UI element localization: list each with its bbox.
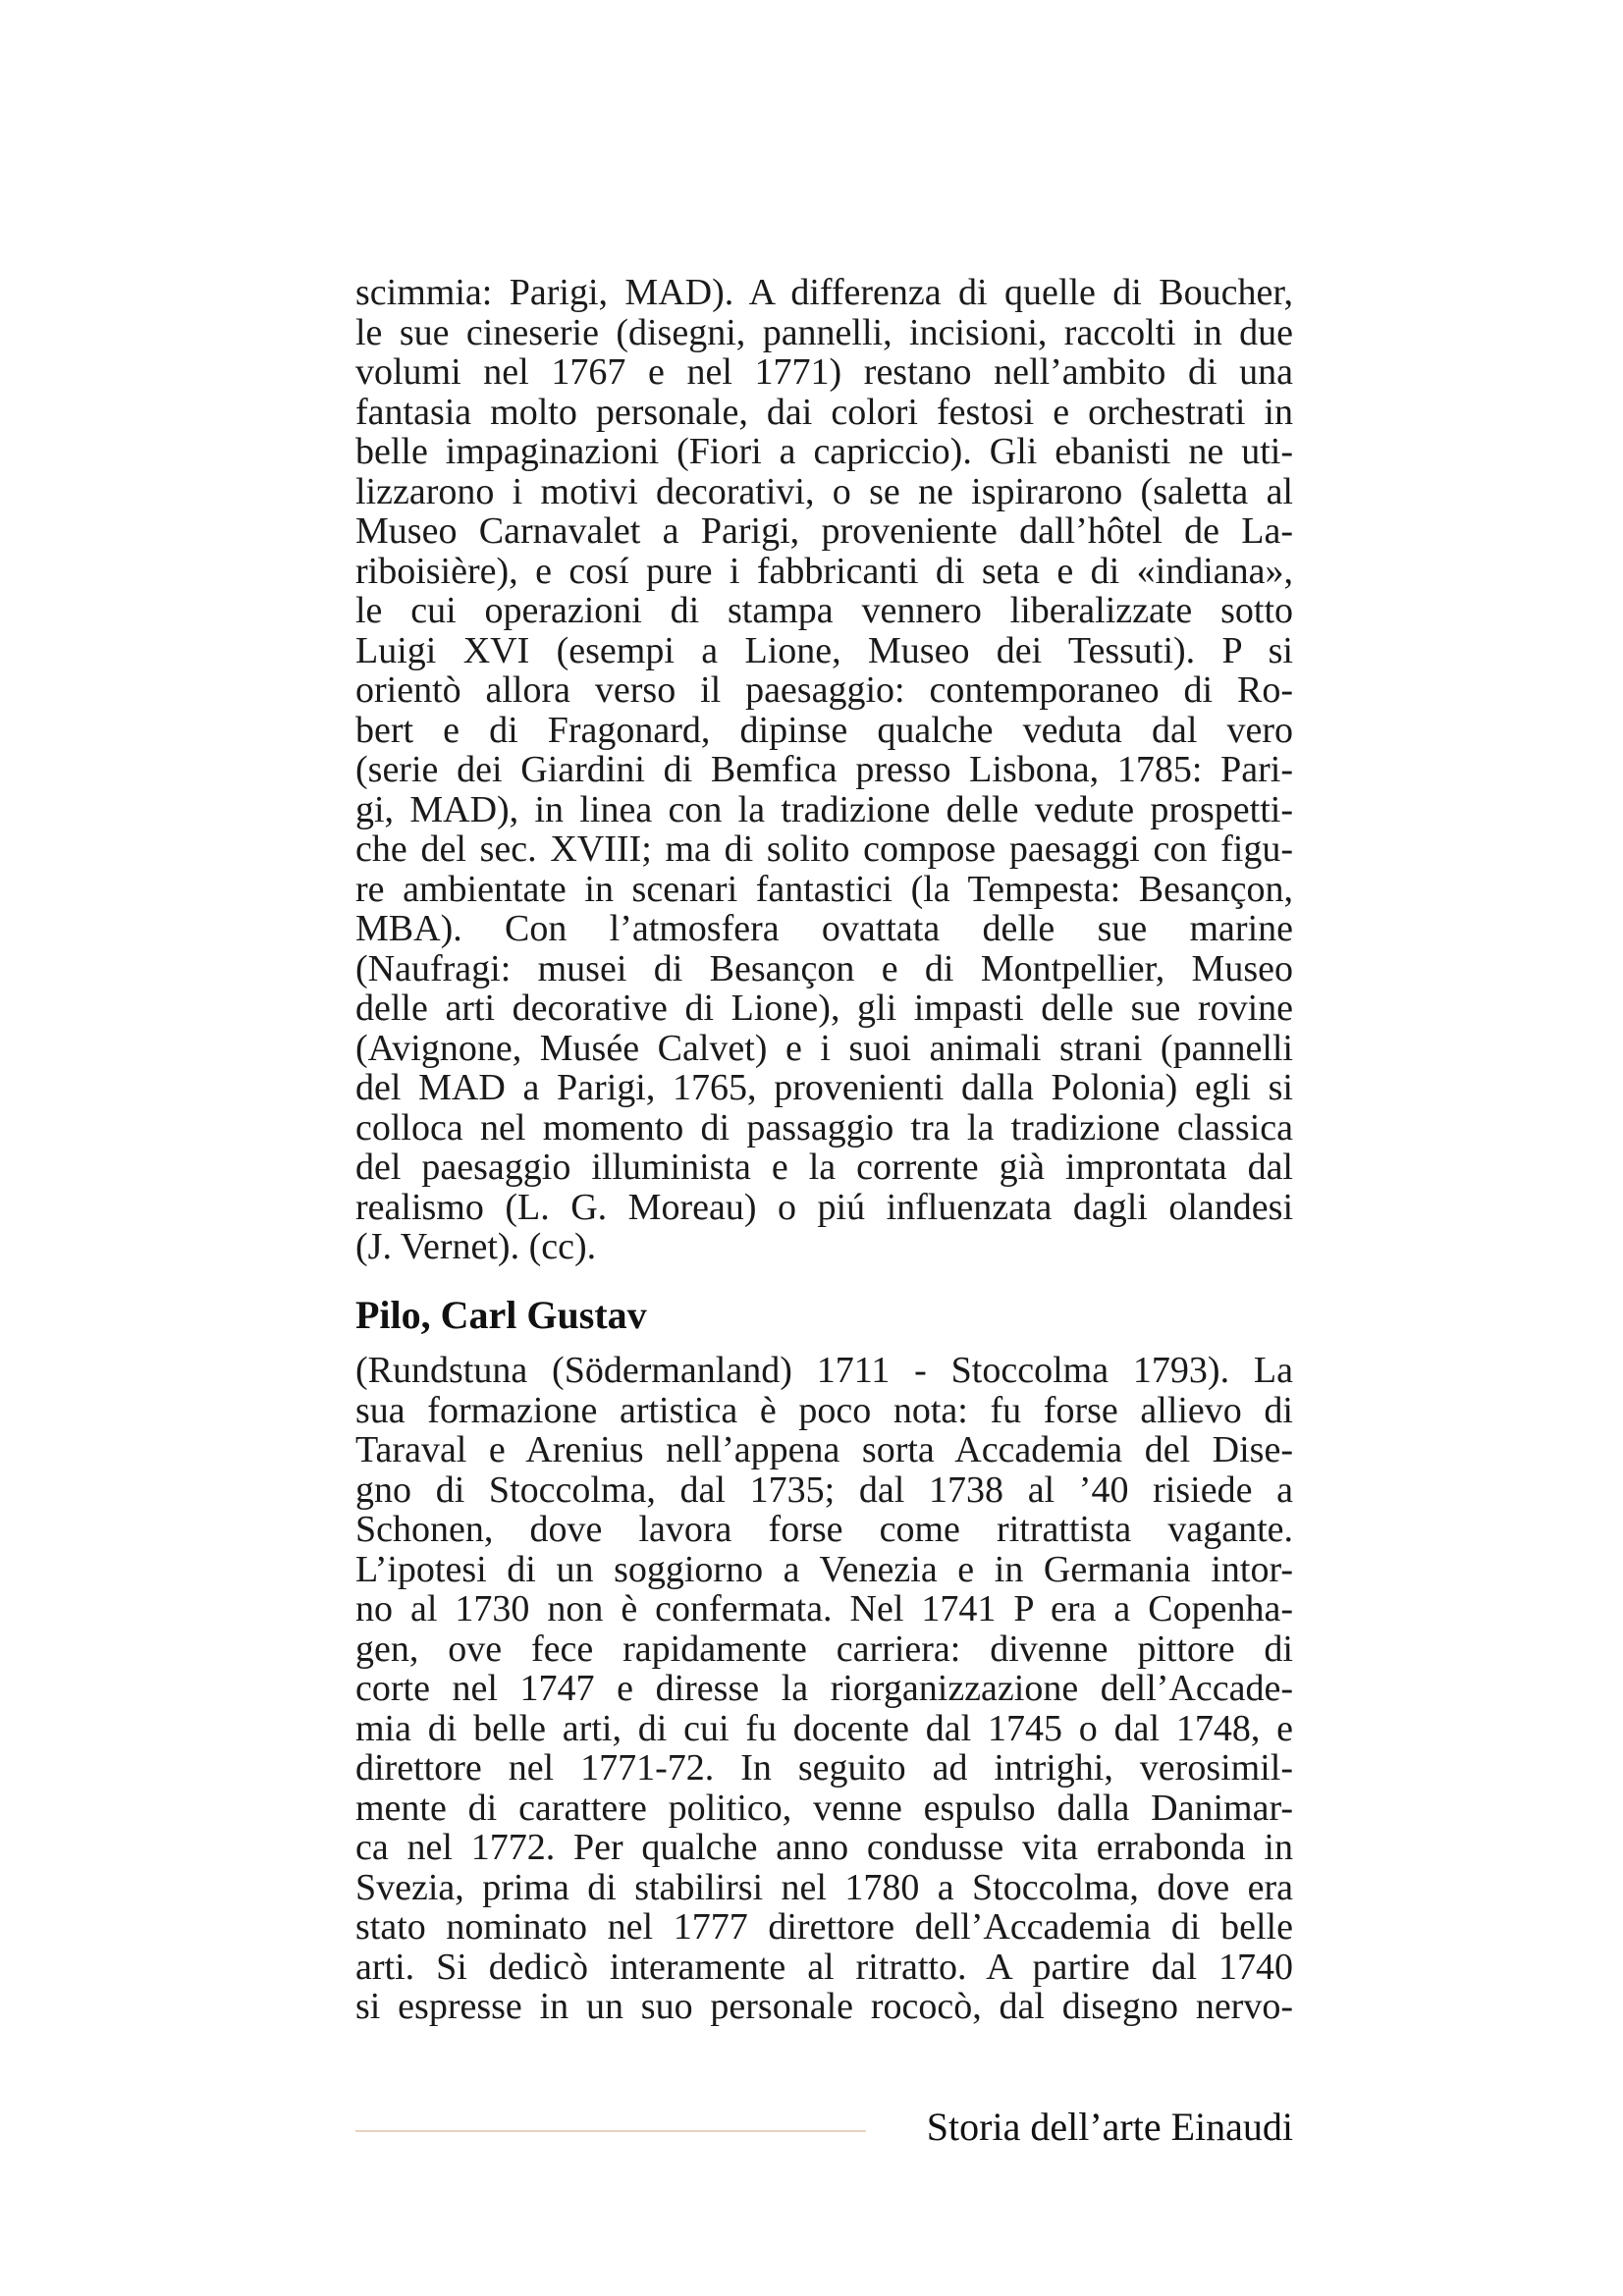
text-line: Museo Carnavalet a Parigi, proveniente dall’hôtel de La- (355, 510, 1293, 552)
text-line: che del sec. XVIII; ma di solito compose paesaggi con figu- (355, 828, 1293, 870)
text-line: corte nel 1747 e diresse la riorganizzazione dell’Accade- (355, 1668, 1293, 1709)
text-line: Taraval e Arenius nell’appena sorta Accademia del Dise- (355, 1429, 1293, 1470)
footer-title: Storia dell’arte Einaudi (926, 2105, 1293, 2149)
text-line: MBA). Con l’atmosfera ovattata delle sue marine (355, 908, 1293, 949)
text-line: del paesaggio illuminista e la corrente già improntata dal (355, 1147, 1293, 1188)
text-line: realismo (L. G. Moreau) o piú influenzata dagli olandesi (355, 1186, 1293, 1228)
text-line: Luigi XVI (esempi a Lione, Museo dei Tessuti). P si (355, 629, 1293, 671)
text-line: Svezia, prima di stabilirsi nel 1780 a Stoccolma, dove era (355, 1866, 1293, 1908)
text-line: no al 1730 non è confermata. Nel 1741 P era a Copenha- (355, 1588, 1293, 1629)
text-line: volumi nel 1767 e nel 1771) restano nell’ambito di una (355, 351, 1293, 393)
text-line: stato nominato nel 1777 direttore dell’Accademia di belle (355, 1906, 1293, 1948)
text-line: sua formazione artistica è poco nota: fu forse allievo di (355, 1389, 1293, 1431)
text-line: mente di carattere politico, venne espulso dalla Danimar- (355, 1787, 1293, 1829)
text-line: gno di Stoccolma, dal 1735; dal 1738 al ’40 risiede a (355, 1468, 1293, 1511)
text-line: direttore nel 1771-72. In seguito ad intrighi, verosimil- (355, 1747, 1293, 1789)
text-line: Schonen, dove lavora forse come ritrattista vagante. (355, 1509, 1293, 1550)
text-line: del MAD a Parigi, 1765, provenienti dalla Polonia) egli si (355, 1067, 1293, 1108)
text-line: si espresse in un suo personale rococò, dal disegno nervo- (355, 1986, 1293, 2027)
text-line: belle impaginazioni (Fiori a capriccio). Gli ebanisti ne uti- (355, 431, 1293, 472)
text-line: (Naufragi: musei di Besançon e di Montpellier, Museo (355, 947, 1293, 989)
entry-heading: Pilo, Carl Gustav (355, 1293, 647, 1337)
text-line: arti. Si dedicò interamente al ritratto. A partire dal 1740 (355, 1946, 1293, 1988)
text-line: riboisière), e cosí pure i fabbricanti di seta e di «indiana», (355, 550, 1293, 592)
text-line: (serie dei Giardini di Bemfica presso Lisbona, 1785: Pari- (355, 749, 1293, 790)
text-line: gen, ove fece rapidamente carriera: divenne pittore di (355, 1628, 1293, 1670)
text-line: (Avignone, Musée Calvet) e i suoi animali strani (pannelli (355, 1027, 1293, 1069)
text-line: re ambientate in scenari fantastici (la Tempesta: Besançon, (355, 868, 1293, 910)
entry-paragraph (355, 1351, 1293, 2027)
text-line: ca nel 1772. Per qualche anno condusse vita errabonda in (355, 1827, 1293, 1868)
text-line: colloca nel momento di passaggio tra la tradizione classica (355, 1106, 1293, 1148)
text-line: le cui operazioni di stampa vennero liberalizzate sotto (355, 590, 1293, 631)
text-line: le sue cineserie (disegni, pannelli, incisioni, raccolti in due (355, 311, 1293, 353)
text-line: fantasia molto personale, dai colori festosi e orchestrati in (355, 391, 1293, 433)
footer-rule (355, 2130, 866, 2132)
text-line: (Rundstuna (Södermanland) 1711 - Stoccolma 1793). La (355, 1350, 1293, 1391)
text-line: L’ipotesi di un soggiorno a Venezia e in Germania intor- (355, 1548, 1293, 1590)
text-line: (J. Vernet). (cc). (355, 1226, 597, 1267)
text-line: delle arti decorative di Lione), gli impasti delle sue rovine (355, 988, 1293, 1029)
text-line: scimmia: Parigi, MAD). A differenza di quelle di Boucher, (355, 272, 1293, 313)
text-line: mia di belle arti, di cui fu docente dal 1745 o dal 1748, e (355, 1707, 1293, 1749)
text-line: bert e di Fragonard, dipinse qualche veduta dal vero (355, 709, 1293, 751)
text-line: orientò allora verso il paesaggio: contemporaneo di Ro- (355, 669, 1293, 711)
text-line: lizzarono i motivi decorativi, o se ne ispirarono (saletta al (355, 470, 1293, 512)
text-line: gi, MAD), in linea con la tradizione delle vedute prospetti- (355, 788, 1293, 830)
continuation-paragraph (355, 273, 1293, 1267)
